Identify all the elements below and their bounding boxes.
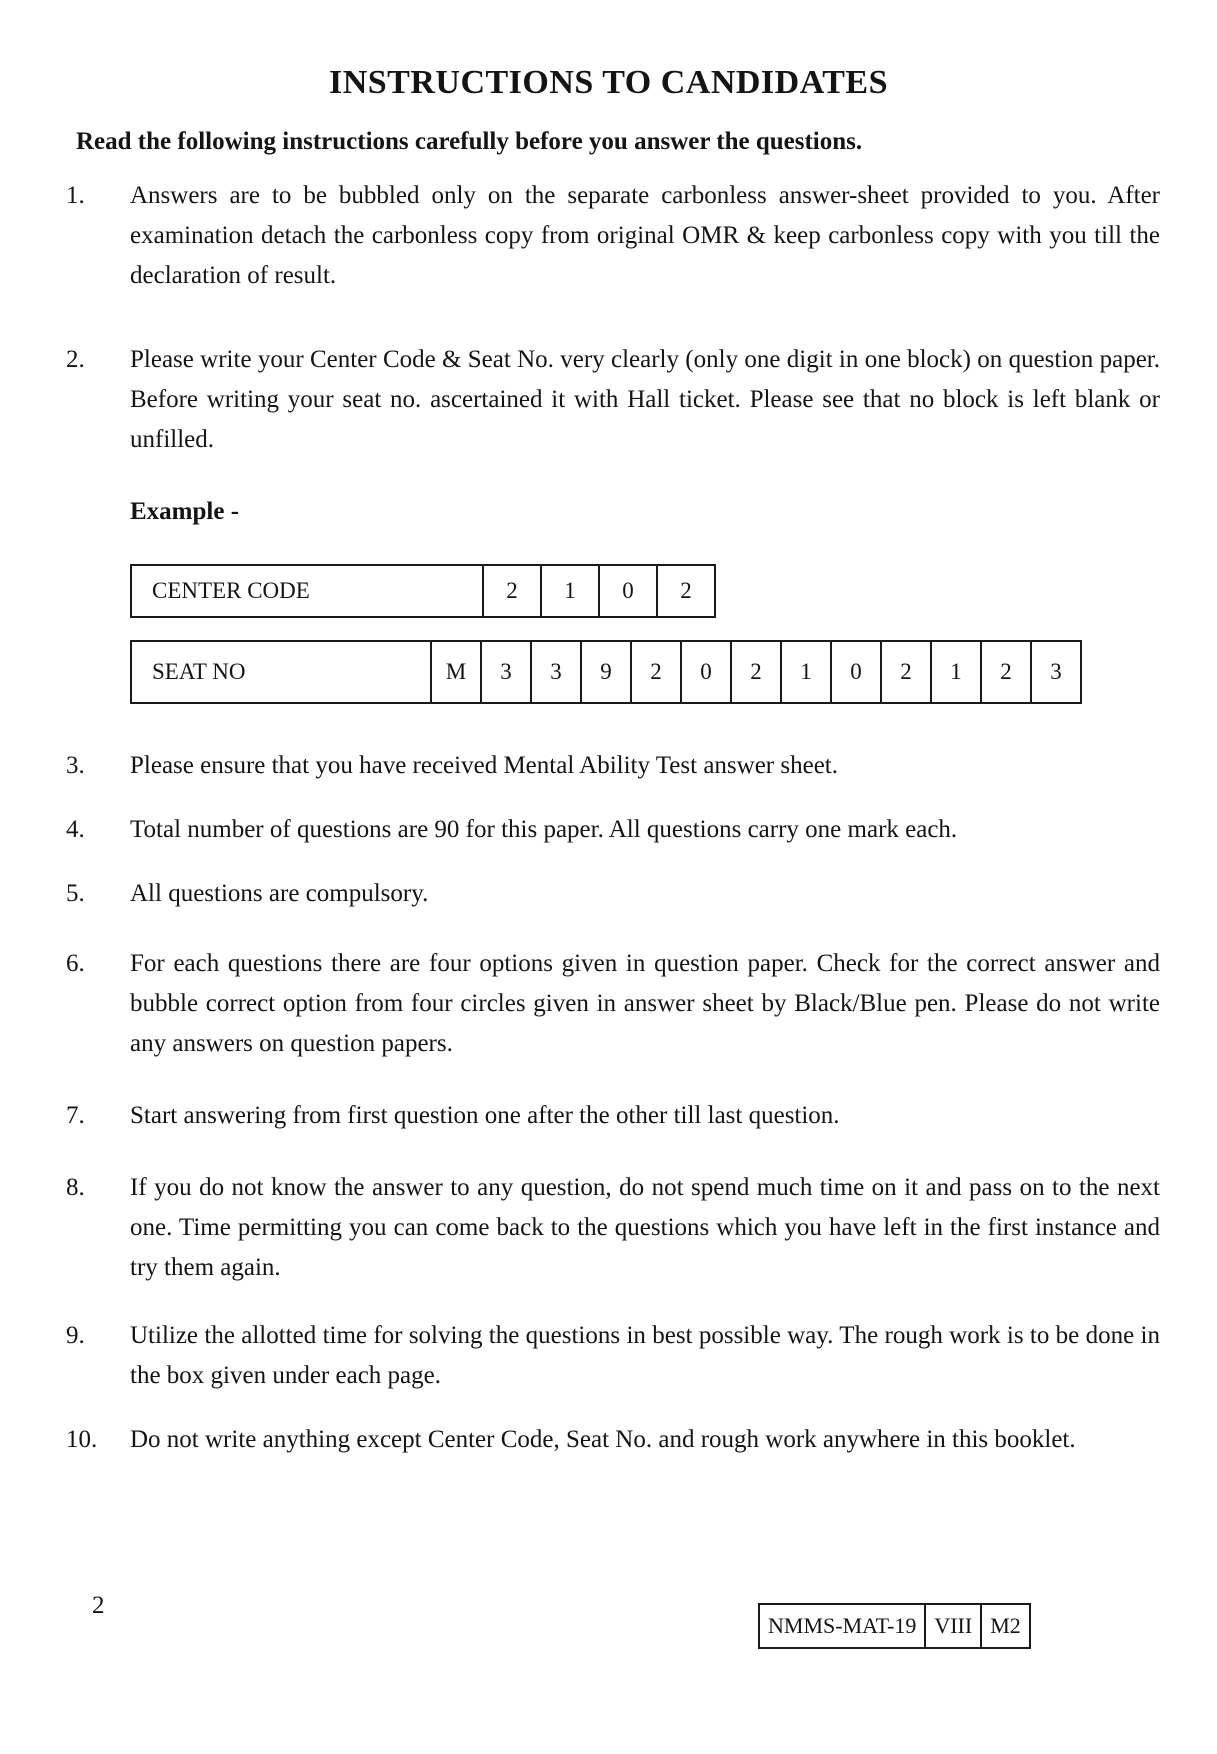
seat-no-digit: 2 — [732, 642, 782, 702]
seat-no-digit: 1 — [782, 642, 832, 702]
instruction-text: Answers are to be bubbled only on the separate carbonless answer-sheet provided to you. After examination detach the carbonless copy from original OMR & keep carbonless copy with you till the declaration of result. — [130, 182, 1160, 289]
instruction-text: Please ensure that you have received Mental Ability Test answer sheet. — [130, 752, 838, 779]
paper-medium: M2 — [990, 1613, 1021, 1638]
intro-text: Read the following instructions carefully before you answer the questions. — [76, 128, 863, 155]
center-code-digit: 1 — [542, 566, 600, 616]
center-code-digit: 2 — [484, 566, 542, 616]
center-code-box — [130, 564, 716, 618]
instruction-number: 1. — [66, 182, 85, 209]
instruction-text: Total number of questions are 90 for this paper. All questions carry one mark each. — [130, 816, 958, 843]
seat-no-digit: M — [432, 642, 482, 702]
instruction-text: Utilize the allotted time for solving the questions in best possible way. The rough work is to be done in the box given under each page. — [130, 1322, 1160, 1389]
instruction-number: 6. — [66, 950, 85, 977]
center-code-digit: 2 — [680, 578, 692, 603]
instruction-text: Do not write anything except Center Code, Seat No. and rough work anywhere in this booklet. — [130, 1426, 1076, 1453]
instruction-text: Please write your Center Code & Seat No. very clearly (only one digit in one block) on question paper. Before writing your seat no. ascertained it with Hall ticket. Please see that no block is left blank or unfilled. — [130, 346, 1160, 453]
instruction-number: 3. — [66, 752, 85, 779]
seat-no-digit: 0 — [832, 642, 882, 702]
seat-no-digit: 1 — [932, 642, 982, 702]
instruction-number: 4. — [66, 816, 85, 843]
seat-no-digit: 3 — [482, 642, 532, 702]
seat-no-box — [130, 640, 1082, 704]
instruction-text: Start answering from first question one after the other till last question. — [130, 1102, 840, 1129]
seat-no-digit: 2 — [632, 642, 682, 702]
instruction-number: 7. — [66, 1102, 85, 1129]
paper-code: NMMS-MAT-19 — [760, 1605, 926, 1647]
paper-code-box — [758, 1603, 1031, 1649]
seat-no-digit: 0 — [682, 642, 732, 702]
seat-no-digit: 2 — [982, 642, 1032, 702]
instruction-number: 10. — [66, 1426, 98, 1453]
instruction-text: For each questions there are four options given in question paper. Check for the correct answer and bubble correct option from four circles given in answer sheet by Black/Blue pen. Please do not write any answers on question papers. — [130, 950, 1160, 1057]
instruction-number: 9. — [66, 1322, 85, 1349]
page-number: 2 — [92, 1592, 105, 1619]
seat-no-digit: 9 — [582, 642, 632, 702]
instruction-number: 2. — [66, 346, 85, 373]
seat-no-digit: 2 — [882, 642, 932, 702]
center-code-label: CENTER CODE — [132, 566, 484, 616]
instruction-number: 5. — [66, 880, 85, 907]
center-code-digit: 0 — [600, 566, 658, 616]
seat-no-label: SEAT NO — [132, 642, 432, 702]
seat-no-digit: 3 — [532, 642, 582, 702]
instruction-text: All questions are compulsory. — [130, 880, 429, 907]
instruction-number: 8. — [66, 1174, 85, 1201]
example-label: Example - — [130, 498, 240, 525]
seat-no-digit: 3 — [1050, 659, 1062, 684]
page-title: INSTRUCTIONS TO CANDIDATES — [328, 64, 889, 101]
paper-class: VIII — [926, 1605, 982, 1647]
instruction-text: If you do not know the answer to any question, do not spend much time on it and pass on to the next one. Time permitting you can come back to the questions which you have left in the first instance and try them again. — [130, 1174, 1160, 1281]
